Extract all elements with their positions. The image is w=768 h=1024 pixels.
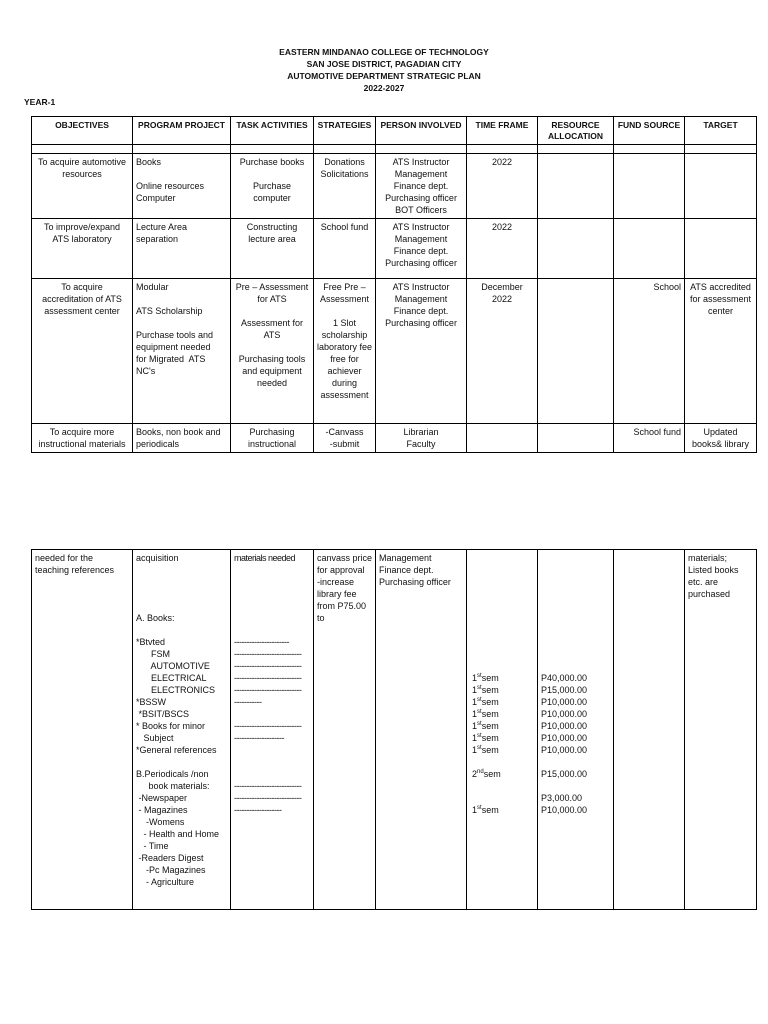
column-header: RESOURCE ALLOCATION <box>538 117 614 145</box>
cell-line <box>136 588 227 600</box>
cell-line: Listed books <box>688 565 739 575</box>
cell-line: P15,000.00 <box>541 769 588 779</box>
semester-label: 1stsem <box>472 673 499 683</box>
cell-line <box>541 636 610 648</box>
semester-label <box>470 648 534 660</box>
cell-line <box>136 576 227 588</box>
cell-line: separation <box>136 234 179 244</box>
cell-line: -Newspaper <box>136 793 188 803</box>
college-name: EASTERN MINDANAO COLLEGE OF TECHNOLOGY <box>279 47 489 57</box>
cell-fund <box>614 424 685 453</box>
semester-label <box>470 600 534 612</box>
cell-line: 2022 <box>491 294 513 304</box>
table-row <box>32 219 757 279</box>
cell-strategies <box>314 424 376 453</box>
cell-line: ATS Instructor <box>392 282 450 292</box>
cell-line: Finance dept. <box>379 565 434 575</box>
cell-line: * Books for minor <box>136 721 206 731</box>
semester-label <box>470 780 534 792</box>
semester-label: 1stsem <box>472 709 499 719</box>
cell-line: purchased <box>688 589 731 599</box>
column-header: OBJECTIVES <box>32 117 133 145</box>
cell-timeframe <box>467 154 538 219</box>
cell-line: -Canvass <box>325 427 364 437</box>
cell-line: Free Pre – <box>323 282 366 292</box>
semester-label: 1stsem <box>472 745 499 755</box>
cell-line <box>136 168 227 180</box>
cell-line: Finance dept. <box>393 246 449 256</box>
cell-line: P10,000.00 <box>541 733 588 743</box>
cell-line <box>234 341 310 353</box>
cell-line: -Readers Digest <box>136 853 204 863</box>
cell-fund <box>614 550 685 910</box>
cell-line: Purchase books <box>239 157 305 167</box>
cell-tasks <box>231 550 314 910</box>
cell-line <box>136 756 227 768</box>
dash-line <box>234 564 310 576</box>
cell-line: book materials: <box>136 781 210 791</box>
cell-line: from P75.00 <box>317 601 367 611</box>
cell-line: Updated <box>703 427 738 437</box>
cell-line <box>541 576 610 588</box>
cell-tasks <box>231 424 314 453</box>
cell-objectives <box>32 550 133 910</box>
cell-line: instructional <box>247 439 297 449</box>
semester-label: 2ndsem <box>472 769 501 779</box>
cell-objectives <box>32 154 133 219</box>
cell-line <box>541 780 610 792</box>
cell-line: resources <box>62 169 102 179</box>
cell-line <box>541 660 610 672</box>
cell-fund <box>614 154 685 219</box>
cell-resource <box>538 424 614 453</box>
cell-line: Purchasing officer <box>385 318 457 328</box>
cell-line: ATS accredited <box>690 282 751 292</box>
year-label: YEAR-1 <box>24 97 56 107</box>
cell-resource <box>538 279 614 424</box>
cell-line: -Womens <box>136 817 185 827</box>
cell-line: Management <box>379 553 432 563</box>
semester-label <box>470 564 534 576</box>
cell-target <box>685 424 757 453</box>
cell-line: center <box>707 306 733 316</box>
cell-line: To acquire <box>61 282 103 292</box>
cell-line: acquisition <box>136 553 179 563</box>
semester-label <box>470 756 534 768</box>
cell-line: for Migrated ATS <box>136 354 206 364</box>
cell-target <box>685 279 757 424</box>
cell-tasks <box>231 219 314 279</box>
dash-line <box>234 744 310 756</box>
cell-strategies <box>314 219 376 279</box>
dash-line: --------------------------- <box>234 793 302 803</box>
cell-line: and equipment <box>242 366 302 376</box>
cell-resource <box>538 550 614 910</box>
cell-line: Management <box>394 234 448 244</box>
cell-line: B.Periodicals /non <box>136 769 209 779</box>
semester-label <box>470 588 534 600</box>
cell-line: P10,000.00 <box>541 805 588 815</box>
cell-strategies <box>314 154 376 219</box>
cell-line <box>541 648 610 660</box>
column-header: TARGET <box>685 117 757 145</box>
semester-label: 1stsem <box>472 805 499 815</box>
cell-line: Purchasing officer <box>379 577 451 587</box>
cell-line: Lecture Area <box>136 222 188 232</box>
cell-line <box>234 305 310 317</box>
table-row <box>32 550 757 910</box>
cell-line: library fee <box>317 589 357 599</box>
dash-line: --------------------------- <box>234 673 302 683</box>
cell-line: *BSSW <box>136 697 167 707</box>
cell-program <box>133 424 231 453</box>
cell-line: laboratory fee <box>317 342 373 352</box>
cell-line: NC's <box>136 366 156 376</box>
cell-line: Computer <box>136 193 176 203</box>
cell-timeframe <box>467 550 538 910</box>
cell-line: Purchasing tools <box>238 354 306 364</box>
cell-line: materials; <box>688 553 728 563</box>
cell-line: needed <box>256 378 288 388</box>
strategic-plan-table <box>31 116 757 453</box>
cell-persons <box>376 279 467 424</box>
cell-persons <box>376 219 467 279</box>
cell-target <box>685 219 757 279</box>
cell-line: for ATS <box>257 294 287 304</box>
cell-line: P3,000.00 <box>541 793 583 803</box>
cell-line: achiever <box>327 366 362 376</box>
cell-line <box>317 305 372 317</box>
cell-line <box>136 317 227 329</box>
cell-line <box>541 624 610 636</box>
cell-program <box>133 279 231 424</box>
dash-line: ---------------------- <box>234 637 289 647</box>
cell-line: Solicitations <box>320 169 369 179</box>
cell-timeframe <box>467 219 538 279</box>
cell-line: assessment <box>320 390 369 400</box>
semester-label <box>470 624 534 636</box>
cell-line <box>136 293 227 305</box>
cell-line: Assessment <box>319 294 370 304</box>
cell-line: P10,000.00 <box>541 721 588 731</box>
cell-line: periodicals <box>136 439 180 449</box>
document-header <box>0 46 768 94</box>
cell-line <box>541 612 610 624</box>
cell-program <box>133 154 231 219</box>
spacer-row <box>32 145 757 154</box>
cell-line <box>541 756 610 768</box>
cell-line: 1 Slot <box>332 318 356 328</box>
cell-target <box>685 154 757 219</box>
cell-line: Books <box>136 157 162 167</box>
cell-line: P15,000.00 <box>541 685 588 695</box>
cell-line: computer <box>253 193 291 203</box>
cell-line: Finance dept. <box>393 306 449 316</box>
cell-persons <box>376 154 467 219</box>
semester-label <box>470 792 534 804</box>
cell-timeframe <box>467 279 538 424</box>
cell-line: -Pc Magazines <box>136 865 206 875</box>
cell-line <box>541 588 610 600</box>
semester-label: 1stsem <box>472 733 499 743</box>
cell-fund <box>614 219 685 279</box>
cell-line: Pre – Assessment <box>235 282 309 292</box>
cell-line: *General references <box>136 745 217 755</box>
dash-line: ------------------- <box>234 805 282 815</box>
cell-line: Books, non book and <box>136 427 221 437</box>
dash-line <box>234 768 310 780</box>
cell-line: ATS laboratory <box>52 234 112 244</box>
cell-timeframe <box>467 424 538 453</box>
dash-line <box>234 576 310 588</box>
cell-line: lecture area <box>248 234 296 244</box>
semester-label <box>470 576 534 588</box>
cell-objectives <box>32 279 133 424</box>
cell-line <box>136 564 227 576</box>
table-row <box>32 424 757 453</box>
cell-line: assessment center <box>44 306 120 316</box>
cell-line: ELECTRICAL <box>136 673 207 683</box>
cell-line: - Time <box>136 841 169 851</box>
cell-line: School <box>653 282 681 292</box>
cell-line: December <box>481 282 523 292</box>
cell-line: accreditation of ATS <box>42 294 122 304</box>
column-header: TASK ACTIVITIES <box>231 117 314 145</box>
column-header: STRATEGIES <box>314 117 376 145</box>
cell-line: FSM <box>136 649 171 659</box>
cell-line: Online resources <box>136 181 205 191</box>
cell-line: To acquire more <box>49 427 115 437</box>
cell-line: Purchase tools and <box>136 330 214 340</box>
cell-line: to <box>317 613 325 623</box>
cell-line: Finance dept. <box>393 181 449 191</box>
cell-line: etc. are <box>688 577 719 587</box>
column-header: FUND SOURCE <box>614 117 685 145</box>
cell-line: ATS Instructor <box>392 157 450 167</box>
cell-program <box>133 219 231 279</box>
cell-line <box>541 600 610 612</box>
cell-tasks <box>231 279 314 424</box>
dash-line: ----------- <box>234 697 262 707</box>
cell-line: Modular <box>136 282 169 292</box>
dash-line: -------------------- <box>234 733 284 743</box>
cell-line: - Agriculture <box>136 877 195 887</box>
college-address: SAN JOSE DISTRICT, PAGADIAN CITY <box>306 59 462 69</box>
dash-line <box>234 624 310 636</box>
cell-line: To improve/expand <box>43 222 121 232</box>
semester-label <box>470 612 534 624</box>
cell-line: 2022 <box>491 157 513 167</box>
dash-line <box>234 708 310 720</box>
cell-line: Assessment for <box>240 318 304 328</box>
cell-line: - Magazines <box>136 805 188 815</box>
dash-line <box>234 756 310 768</box>
cell-line: Purchasing officer <box>385 193 457 203</box>
cell-line: P10,000.00 <box>541 709 588 719</box>
strategic-plan-table-continued <box>31 549 757 910</box>
cell-line: AUTOMOTIVE <box>136 661 210 671</box>
cell-line: Management <box>394 169 448 179</box>
plan-years: 2022-2027 <box>363 83 405 93</box>
cell-line: canvass price <box>317 553 373 563</box>
cell-line: School fund <box>633 427 681 437</box>
cell-line: Purchasing <box>249 427 295 437</box>
cell-target <box>685 550 757 910</box>
cell-line: A. Books: <box>136 613 175 623</box>
cell-line: ATS Instructor <box>392 222 450 232</box>
semester-label: 1stsem <box>472 685 499 695</box>
cell-line: BOT Officers <box>395 205 447 215</box>
dash-line: materials needed <box>234 553 296 563</box>
dash-line: --------------------------- <box>234 685 302 695</box>
semester-label <box>470 660 534 672</box>
cell-line <box>541 552 610 564</box>
cell-fund <box>614 279 685 424</box>
cell-line: P10,000.00 <box>541 745 588 755</box>
dash-line <box>234 600 310 612</box>
cell-line: ATS Scholarship <box>136 306 203 316</box>
cell-line: *Btvted <box>136 637 166 647</box>
cell-line: 2022 <box>491 222 513 232</box>
cell-tasks <box>231 154 314 219</box>
cell-line: Purchasing officer <box>385 258 457 268</box>
cell-line: books& library <box>691 439 750 449</box>
cell-line: teaching references <box>35 565 115 575</box>
cell-line: Management <box>394 294 448 304</box>
dash-line: --------------------------- <box>234 781 302 791</box>
cell-objectives <box>32 424 133 453</box>
column-header: PROGRAM PROJECT <box>133 117 231 145</box>
dash-line: --------------------------- <box>234 721 302 731</box>
cell-line <box>136 600 227 612</box>
column-header: TIME FRAME <box>467 117 538 145</box>
cell-line: Purchase <box>252 181 292 191</box>
cell-line: scholarship <box>321 330 368 340</box>
cell-line: equipment needed <box>136 342 211 352</box>
column-header: PERSON INVOLVED <box>376 117 467 145</box>
cell-line: ELECTRONICS <box>136 685 216 695</box>
cell-program <box>133 550 231 910</box>
dash-line: --------------------------- <box>234 649 302 659</box>
cell-objectives <box>32 219 133 279</box>
cell-line: needed for the <box>35 553 94 563</box>
cell-line: To acquire automotive <box>37 157 127 167</box>
cell-line: free for <box>330 354 359 364</box>
cell-strategies <box>314 550 376 910</box>
plan-title: AUTOMOTIVE DEPARTMENT STRATEGIC PLAN <box>287 71 481 81</box>
semester-label: 1stsem <box>472 721 499 731</box>
table-row <box>32 154 757 219</box>
table-header-row <box>32 117 757 145</box>
cell-resource <box>538 219 614 279</box>
cell-persons <box>376 550 467 910</box>
cell-line <box>234 168 310 180</box>
cell-persons <box>376 424 467 453</box>
dash-line <box>234 612 310 624</box>
semester-label <box>470 636 534 648</box>
cell-line: during <box>331 378 358 388</box>
cell-line: Faculty <box>406 439 436 449</box>
semester-label <box>470 552 534 564</box>
cell-line: Constructing <box>246 222 298 232</box>
cell-line: for assessment <box>689 294 752 304</box>
cell-line: instructional materials <box>38 439 126 449</box>
cell-strategies <box>314 279 376 424</box>
dash-line: --------------------------- <box>234 661 302 671</box>
cell-resource <box>538 154 614 219</box>
cell-line: Librarian <box>403 427 439 437</box>
table-row <box>32 279 757 424</box>
cell-line: Subject <box>136 733 174 743</box>
cell-line: P40,000.00 <box>541 673 588 683</box>
cell-line <box>136 624 227 636</box>
cell-line: P10,000.00 <box>541 697 588 707</box>
cell-line: ATS <box>263 330 281 340</box>
cell-line: *BSIT/BSCS <box>136 709 190 719</box>
semester-label: 1stsem <box>472 697 499 707</box>
cell-line: -submit <box>329 439 360 449</box>
cell-line: - Health and Home <box>136 829 220 839</box>
cell-line: for approval <box>317 565 365 575</box>
cell-line: -increase <box>317 577 355 587</box>
cell-line <box>541 564 610 576</box>
cell-line: School fund <box>320 222 369 232</box>
dash-line <box>234 588 310 600</box>
cell-line: Donations <box>324 157 365 167</box>
